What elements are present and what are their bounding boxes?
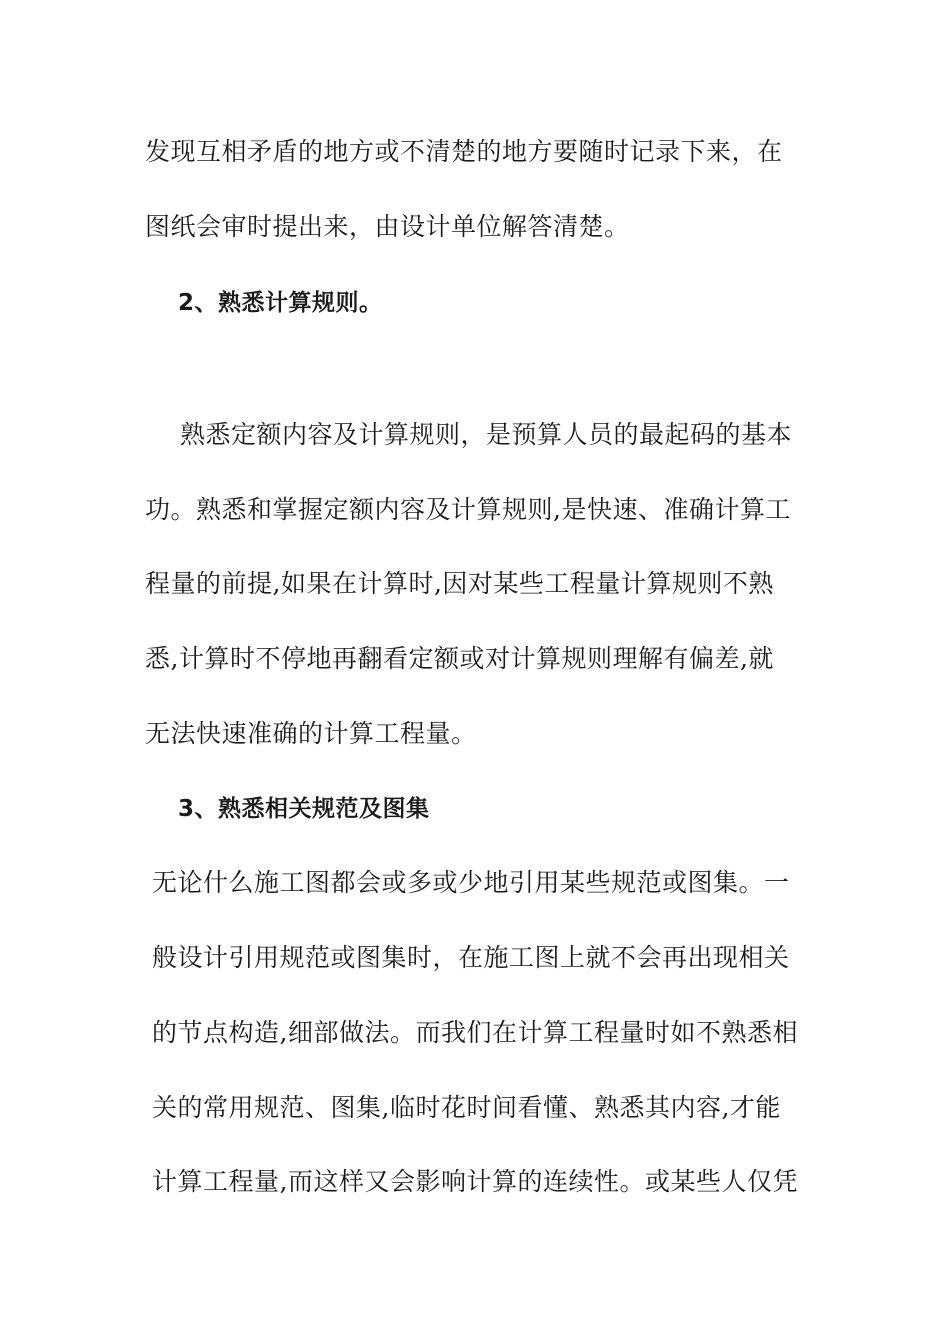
paragraph-line-12: 计算工程量,而这样又会影响计算的连续性。或某些人仅凭 — [152, 1167, 798, 1196]
paragraph-line-7: 无法快速准确的计算工程量。 — [145, 719, 477, 748]
paragraph-line-3: 熟悉定额内容及计算规则，是预算人员的最起码的基本 — [180, 420, 793, 449]
section-heading-2: 2、熟悉计算规则。 — [178, 290, 383, 316]
paragraph-line-5: 程量的前提,如果在计算时,因对某些工程量计算规则不熟 — [145, 569, 774, 598]
paragraph-line-2: 图纸会审时提出来，由设计单位解答清楚。 — [145, 212, 630, 241]
paragraph-line-1: 发现互相矛盾的地方或不清楚的地方要随时记录下来，在 — [145, 137, 783, 166]
paragraph-line-6: 悉,计算时不停地再翻看定额或对计算规则理解有偏差,就 — [145, 644, 774, 673]
paragraph-line-10: 的节点构造,细部做法。而我们在计算工程量时如不熟悉相 — [152, 1018, 798, 1047]
paragraph-line-9: 般设计引用规范或图集时，在施工图上就不会再出现相关 — [152, 943, 790, 972]
paragraph-line-8: 无论什么施工图都会或多或少地引用某些规范或图集。一 — [152, 868, 790, 897]
section-heading-3: 3、熟悉相关规范及图集 — [178, 796, 430, 822]
paragraph-line-4: 功。熟悉和掌握定额内容及计算规则,是快速、准确计算工 — [145, 495, 791, 524]
paragraph-line-11: 关的常用规范、图集,临时花时间看懂、熟悉其内容,才能 — [152, 1093, 781, 1122]
